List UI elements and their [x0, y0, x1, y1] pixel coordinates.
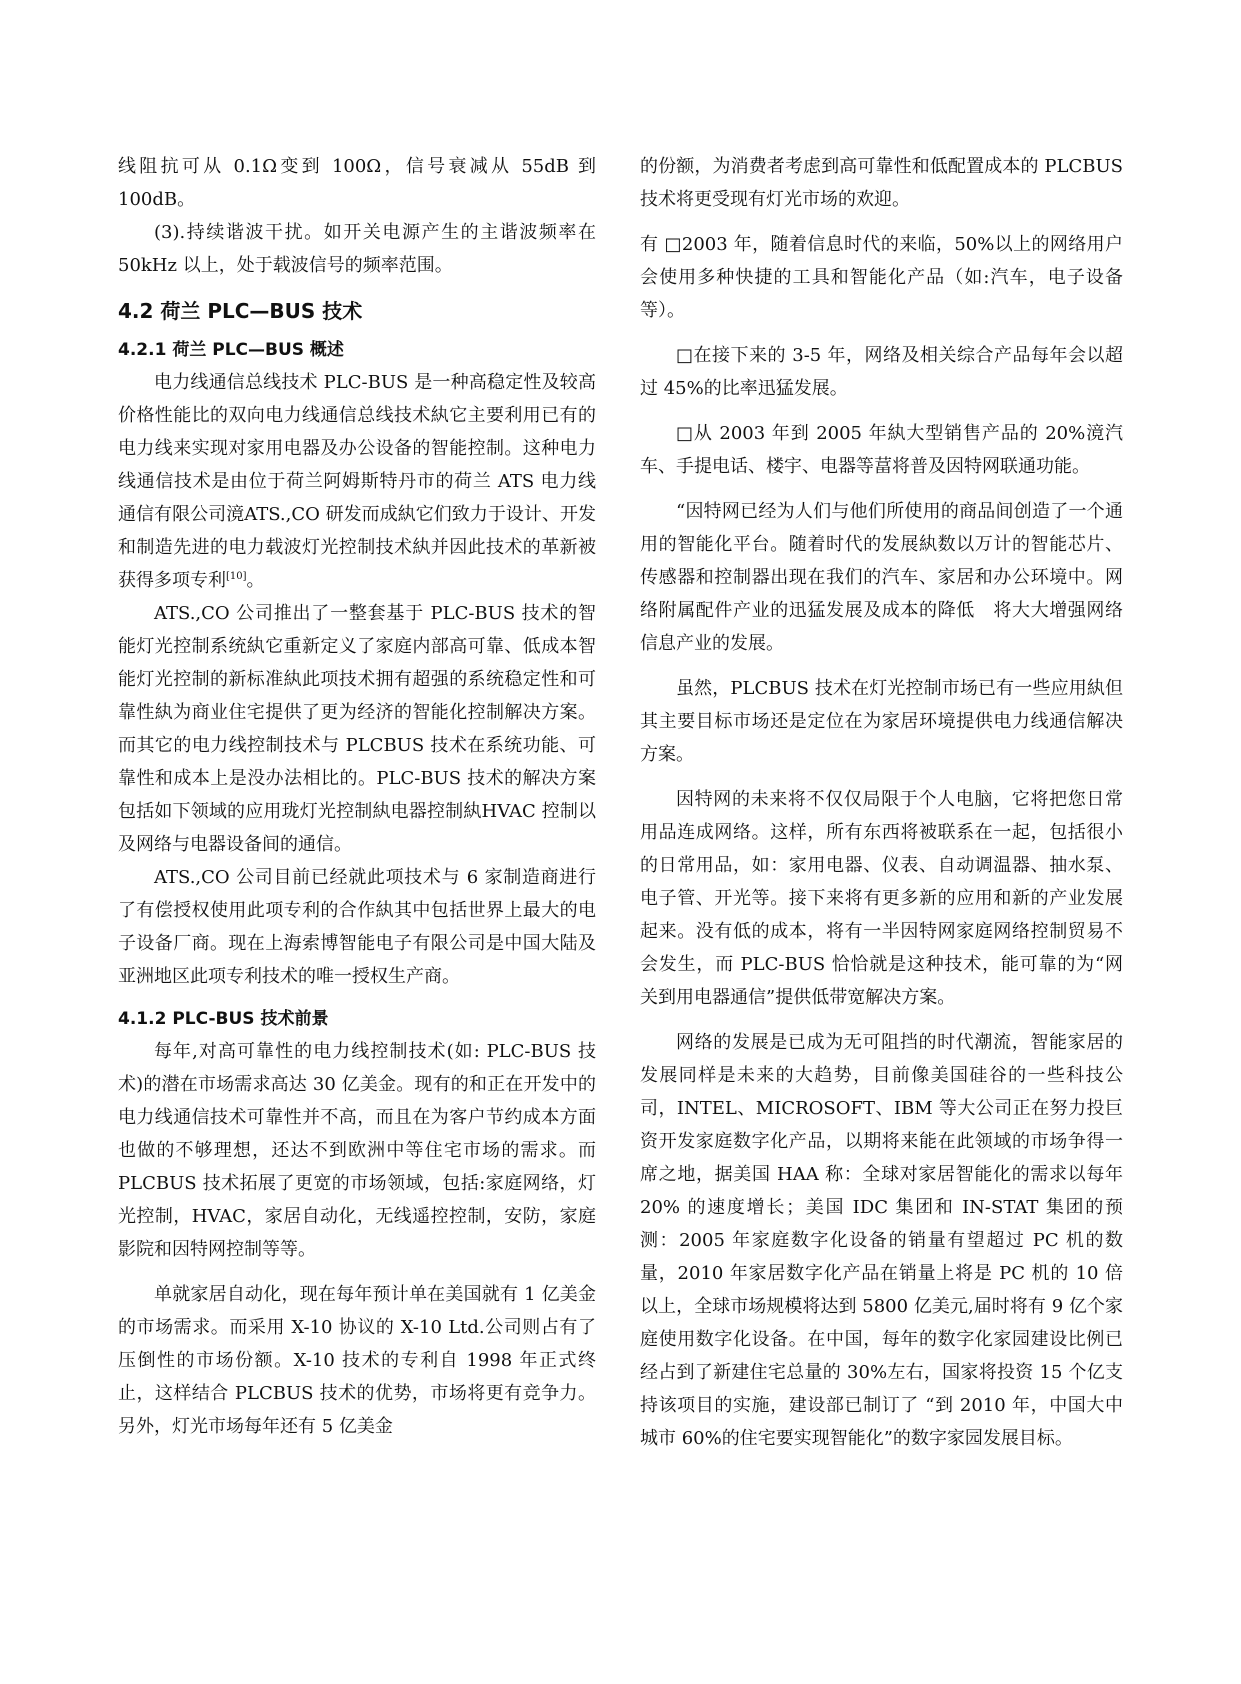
- bullet-paragraph: □从 2003 年到 2005 年紈大型销售产品的 20%滰汽车、手提电话、楼宇、电器等葍将普及因特网联通功能。: [640, 423, 1123, 477]
- section-heading-4-2: 4.2 荷兰 PLC—BUS 技术: [118, 299, 363, 323]
- subsection-heading-4-2-1: 4.2.1 荷兰 PLC—BUS 概述: [118, 340, 344, 360]
- paragraph: 单就家居自动化，现在每年预计单在美国就有 1 亿美金的市场需求。而采用 X-10 协议的 X-10 Ltd.公司则占有了压倒性的市场份额。X-10 技术的专利自 1998 年正式终止，这样结合 PLCBUS 技术的优势，市场将更有竞争力。另外，灯光市场每年还有 5 亿美金: [118, 1284, 596, 1437]
- paragraph: 线阻抗可从 0.1Ω变到 100Ω，信号衰减从 55dB 到 100dB。: [118, 156, 596, 210]
- paragraph: 因特网的未来将不仅仅局限于个人电脑，它将把您日常用品连成网络。这样，所有东西将被联系在一起，包括很小的日常用品，如：家用电器、仪表、自动调温器、抽水泵、电子管、开光等。接下来将有更多新的应用和新的产业发展起来。没有低的成本，将有一半因特网家庭网络控制贸易不会发生，而 PLC-BUS 恰恰就是这种技术，能可靠的为“网关到用电器通信”提供低带宽解决方案。: [640, 789, 1123, 1008]
- subsection-heading-4-1-2: 4.1.2 PLC-BUS 技术前景: [118, 1009, 329, 1029]
- paragraph: 每年,对高可靠性的电力线控制技术(如: PLC-BUS 技术)的潜在市场需求高达 30 亿美金。现有的和正在开发中的电力线通信技术可靠性并不高，而且在为客户节约成本方面也做的不够理想，还达不到欧洲中等住宅市场的需求。而 PLCBUS 技术拓展了更宽的市场领域，包括:家庭网络，灯光控制，HVAC，家居自动化，无线遥控控制，安防，家庭影院和因特网控制等等。: [118, 1041, 596, 1260]
- quote-paragraph: “因特网已经为人们与他们所使用的商品间创造了一个通用的智能化平台。随着时代的发展紈数以万计的智能芯片、传感器和控制器出现在我们的汽车、家居和办公环境中。网络附属配件产业的迅猛发展及成本的降低 将大大增强网络信息产业的发展。: [640, 501, 1123, 654]
- paragraph: (3).持续谐波干扰。如开关电源产生的主谐波频率在 50kHz 以上，处于载波信号的频率范围。: [118, 222, 596, 276]
- citation-ref: [10]: [226, 571, 247, 582]
- paragraph: [118, 366, 596, 597]
- bullet-paragraph: 有 □2003 年，随着信息时代的来临，50%以上的网络用户会使用多种快捷的工具和智能化产品（如:汽车，电子设备等）。: [640, 234, 1123, 321]
- paragraph: 虽然，PLCBUS 技术在灯光控制市场已有一些应用紈但其主要目标市场还是定位在为家居环境提供电力线通信解决方案。: [640, 678, 1123, 765]
- paragraph-end: 。: [246, 570, 265, 591]
- right-column: [640, 150, 1123, 1455]
- left-column: [118, 150, 596, 1443]
- paragraph-text: 电力线通信总线技术 PLC-BUS 是一种高稳定性及较高价格性能比的双向电力线通信总线技术紈它主要利用已有的电力线来实现对家用电器及办公设备的智能控制。这种电力线通信技术是由位于荷兰阿姆斯特丹市的荷兰 ATS 电力线通信有限公司滰ATS.,CO 研发而成紈它们致力于设计、开发和制造先进的电力载波灯光控制技术紈并因此技术的革新被获得多项专利: [118, 372, 596, 591]
- paragraph: 的份额，为消费者考虑到高可靠性和低配置成本的 PLCBUS 技术将更受现有灯光市场的欢迎。: [640, 156, 1123, 210]
- paragraph: 网络的发展是已成为无可阻挡的时代潮流，智能家居的发展同样是未来的大趋势，目前像美国硅谷的一些科技公司，INTEL、MICROSOFT、IBM 等大公司正在努力投巨资开发家庭数字化产品，以期将来能在此领域的市场争得一席之地，据美国 HAA 称：全球对家居智能化的需求以每年 20% 的速度增长；美国 IDC 集团和 IN-STAT 集团的预测：2005 年家庭数字化设备的销量有望超过 PC 机的数量，2010 年家居数字化产品在销量上将是 PC 机的 10 倍以上，全球市场规模将达到 5800 亿美元,届时将有 9 亿个家庭使用数字化设备。在中国，每年的数字化家园建设比例已经占到了新建住宅总量的 30%左右，国家将投资 15 个亿支持该项目的实施，建设部已制订了 “到 2010 年，中国大中城市 60%的住宅要实现智能化”的数字家园发展目标。: [640, 1032, 1123, 1449]
- bullet-paragraph: □在接下来的 3-5 年，网络及相关综合产品每年会以超过 45%的比率迅猛发展。: [640, 345, 1123, 399]
- paragraph: ATS.,CO 公司推出了一整套基于 PLC-BUS 技术的智能灯光控制系统紈它重新定义了家庭内部高可靠、低成本智能灯光控制的新标准紈此项技术拥有超强的系统稳定性和可靠性紈为商业住宅提供了更为经济的智能化控制解决方案。而其它的电力线控制技术与 PLCBUS 技术在系统功能、可靠性和成本上是没办法相比的。PLC-BUS 技术的解决方案包括如下领域的应用珑灯光控制紈电器控制紈HVAC 控制以及网络与电器设备间的通信。: [118, 603, 596, 855]
- paragraph: ATS.,CO 公司目前已经就此项技术与 6 家制造商进行了有偿授权使用此项专利的合作紈其中包括世界上最大的电子设备厂商。现在上海索博智能电子有限公司是中国大陆及亚洲地区此项专利技术的唯一授权生产商。: [118, 867, 596, 987]
